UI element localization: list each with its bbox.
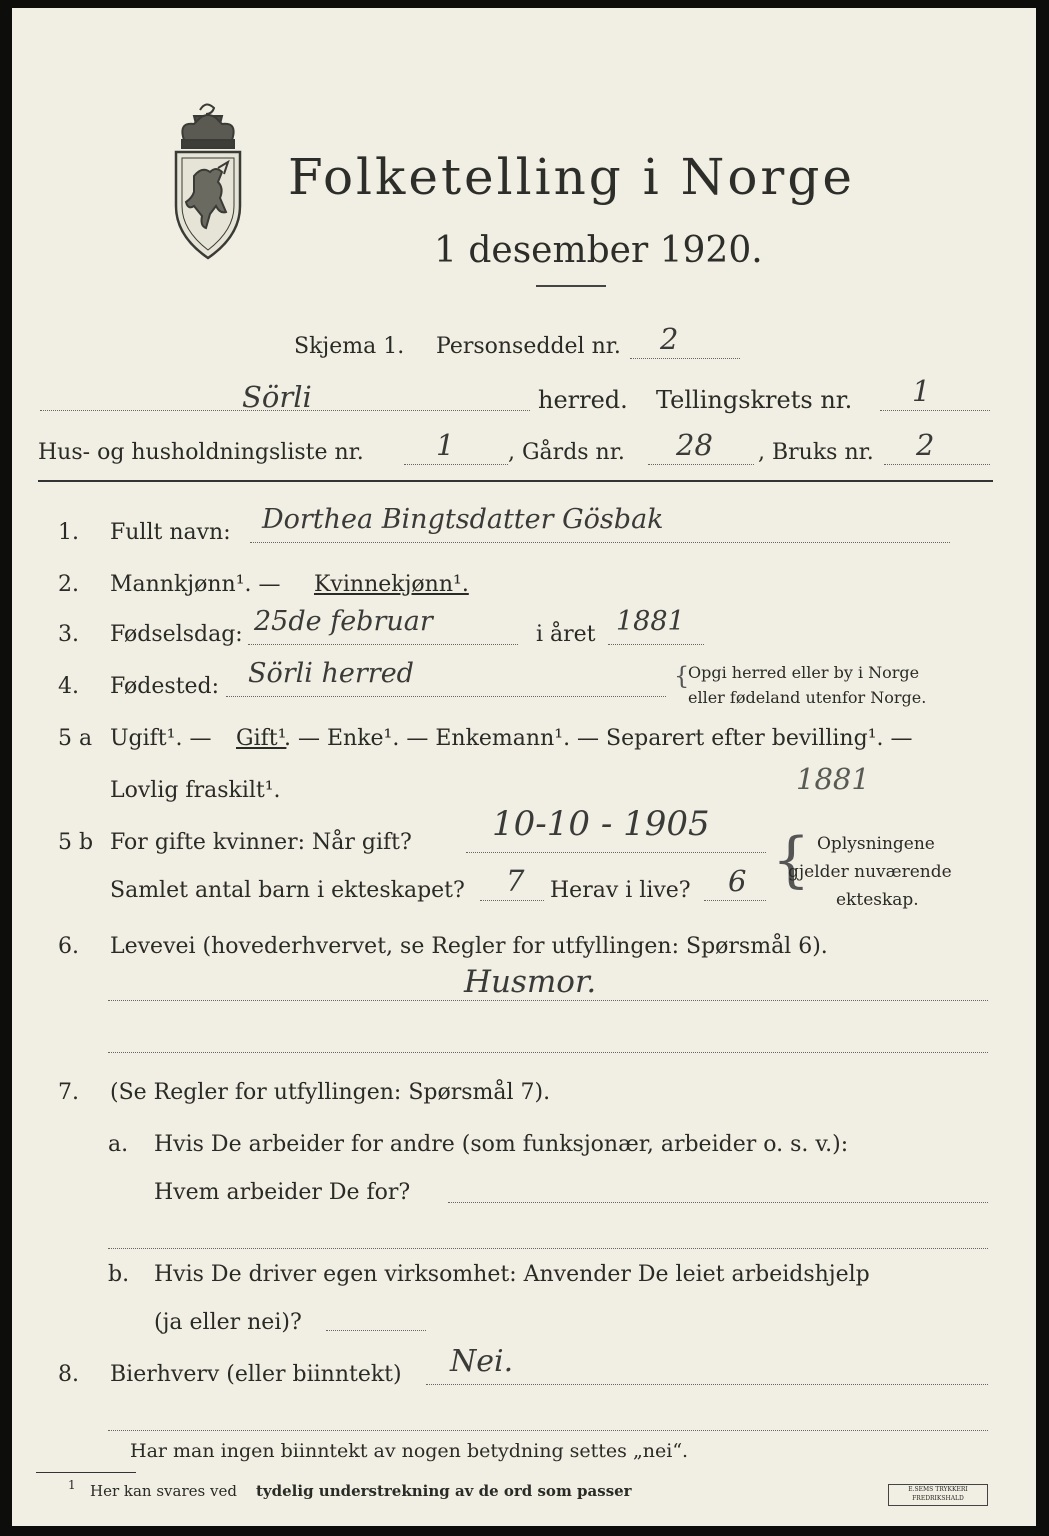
q4-note-line1: Opgi herred eller by i Norge	[688, 663, 920, 682]
footnote-text: Her kan svares ved	[90, 1482, 237, 1500]
q3-year-label: i året	[536, 622, 596, 647]
q1-number: 1.	[58, 520, 79, 545]
bruks-label: , Bruks nr.	[758, 440, 874, 465]
q4-label: Fødested:	[110, 674, 220, 699]
household-list-value: 1	[436, 428, 455, 462]
q5b-alive-field[interactable]	[704, 900, 766, 901]
personseddel-label: Personseddel nr.	[436, 334, 621, 359]
q3-number: 3.	[58, 622, 79, 647]
q3-year-field[interactable]	[608, 644, 704, 645]
q5b-note-line2: gjelder nuværende	[788, 862, 952, 882]
herred-label: herred.	[538, 386, 628, 414]
q5b-alive-label: Herav i live?	[550, 878, 691, 903]
q2-male-option: Mannkjønn¹. —	[110, 572, 281, 597]
q7-number: 7.	[58, 1080, 79, 1105]
bruks-field[interactable]	[884, 464, 990, 465]
q8-field-line2[interactable]	[108, 1430, 988, 1431]
printer-stamp-line2: FREDRIKSHALD	[912, 1495, 964, 1502]
q8-number: 8.	[58, 1362, 79, 1387]
q7a-line1: Hvis De arbeider for andre (som funksjonær, arbeider o. s. v.):	[154, 1132, 849, 1157]
q1-label: Fullt navn:	[110, 520, 231, 545]
printer-stamp-line1: E.SEMS TRYKKERI	[908, 1486, 968, 1493]
q7b-line2: (ja eller nei)?	[154, 1310, 302, 1335]
q3-value: 25de februar	[254, 606, 433, 637]
q8-value: Nei.	[450, 1344, 514, 1379]
tellingskrets-field[interactable]	[880, 410, 990, 411]
q2-number: 2.	[58, 572, 79, 597]
gards-value: 28	[676, 428, 713, 462]
gards-label: , Gårds nr.	[508, 440, 625, 465]
q5b-number: 5 b	[58, 830, 94, 855]
q5a-margin-note: 1881	[796, 762, 870, 796]
q5a-gift-option: Gift¹	[236, 726, 287, 751]
personseddel-value: 2	[660, 322, 679, 356]
bruks-value: 2	[916, 428, 935, 462]
q6-value: Husmor.	[464, 964, 597, 1000]
census-date: 1 desember 1920.	[434, 230, 763, 271]
q5b-note-line1: Oplysningene	[817, 834, 935, 854]
q4-note-line2: eller fødeland utenfor Norge.	[688, 688, 927, 707]
q5a-other-options: . — Enke¹. — Enkemann¹. — Separert efter bevilling¹. —	[284, 726, 913, 751]
q4-value: Sörli herred	[248, 658, 414, 689]
q5a-line2: Lovlig fraskilt¹.	[110, 778, 281, 803]
q5b-children-field[interactable]	[480, 900, 544, 901]
q1-value: Dorthea Bingtsdatter Gösbak	[262, 504, 664, 535]
q5b-children-label: Samlet antal barn i ekteskapet?	[110, 878, 465, 903]
q5a-number: 5 a	[58, 726, 93, 751]
q4-number: 4.	[58, 674, 79, 699]
q7b-field[interactable]	[326, 1330, 426, 1331]
q6-field-line1[interactable]	[108, 1000, 988, 1001]
coat-of-arms-icon	[162, 96, 254, 264]
herred-name-value: Sörli	[242, 380, 312, 414]
q5b-married-field[interactable]	[466, 852, 766, 853]
census-form-page	[12, 8, 1036, 1526]
printer-stamp	[888, 1484, 988, 1506]
footnote-number: 1	[68, 1478, 76, 1492]
q5b-married-value: 10-10 - 1905	[492, 804, 710, 844]
q3-field[interactable]	[248, 644, 518, 645]
q4-brace: {	[674, 662, 690, 690]
household-list-field[interactable]	[404, 464, 508, 465]
footer-note: Har man ingen biinntekt av nogen betydning settes „nei“.	[130, 1440, 689, 1462]
gards-field[interactable]	[648, 464, 754, 465]
q7-label: (Se Regler for utfyllingen: Spørsmål 7).	[110, 1080, 551, 1105]
q8-label: Bierhverv (eller biinntekt)	[110, 1362, 402, 1387]
q3-label: Fødselsdag:	[110, 622, 243, 647]
q4-field[interactable]	[226, 696, 666, 697]
q7a-field-line2[interactable]	[108, 1248, 988, 1249]
personseddel-field[interactable]	[630, 358, 740, 359]
q6-field-line2[interactable]	[108, 1052, 988, 1053]
q5b-alive-value: 6	[728, 864, 747, 898]
q1-field[interactable]	[250, 542, 950, 543]
household-list-label: Hus- og husholdningsliste nr.	[38, 440, 364, 465]
q5a-ugift-option: Ugift¹. —	[110, 726, 212, 751]
q5b-note-line3: ekteskap.	[836, 890, 919, 910]
tellingskrets-value: 1	[912, 374, 931, 408]
q5b-children-value: 7	[506, 864, 525, 898]
q7a-line2: Hvem arbeider De for?	[154, 1180, 411, 1205]
q5b-label: For gifte kvinner: Når gift?	[110, 830, 412, 855]
title-divider	[536, 285, 606, 287]
q2-female-option: Kvinnekjønn¹.	[314, 572, 469, 597]
q7b-line1: Hvis De driver egen virksomhet: Anvender De leiet arbeidshjelp	[154, 1262, 870, 1287]
footnote-rule	[36, 1472, 136, 1473]
q6-label: Levevei (hovederhvervet, se Regler for utfyllingen: Spørsmål 6).	[110, 934, 828, 959]
q8-field-line1[interactable]	[426, 1384, 988, 1385]
header-rule	[38, 480, 993, 482]
q7a-letter: a.	[108, 1132, 129, 1157]
q7a-field-line1[interactable]	[448, 1202, 988, 1203]
form-title: Folketelling i Norge	[288, 148, 855, 206]
tellingskrets-label: Tellingskrets nr.	[656, 386, 853, 414]
footnote-emphasis: tydelig understrekning av de ord som passer	[256, 1482, 632, 1500]
q7b-letter: b.	[108, 1262, 130, 1287]
q5b-brace: {	[772, 825, 811, 895]
q3-year-value: 1881	[616, 606, 685, 637]
skjema-label: Skjema 1.	[294, 334, 405, 359]
q6-number: 6.	[58, 934, 79, 959]
